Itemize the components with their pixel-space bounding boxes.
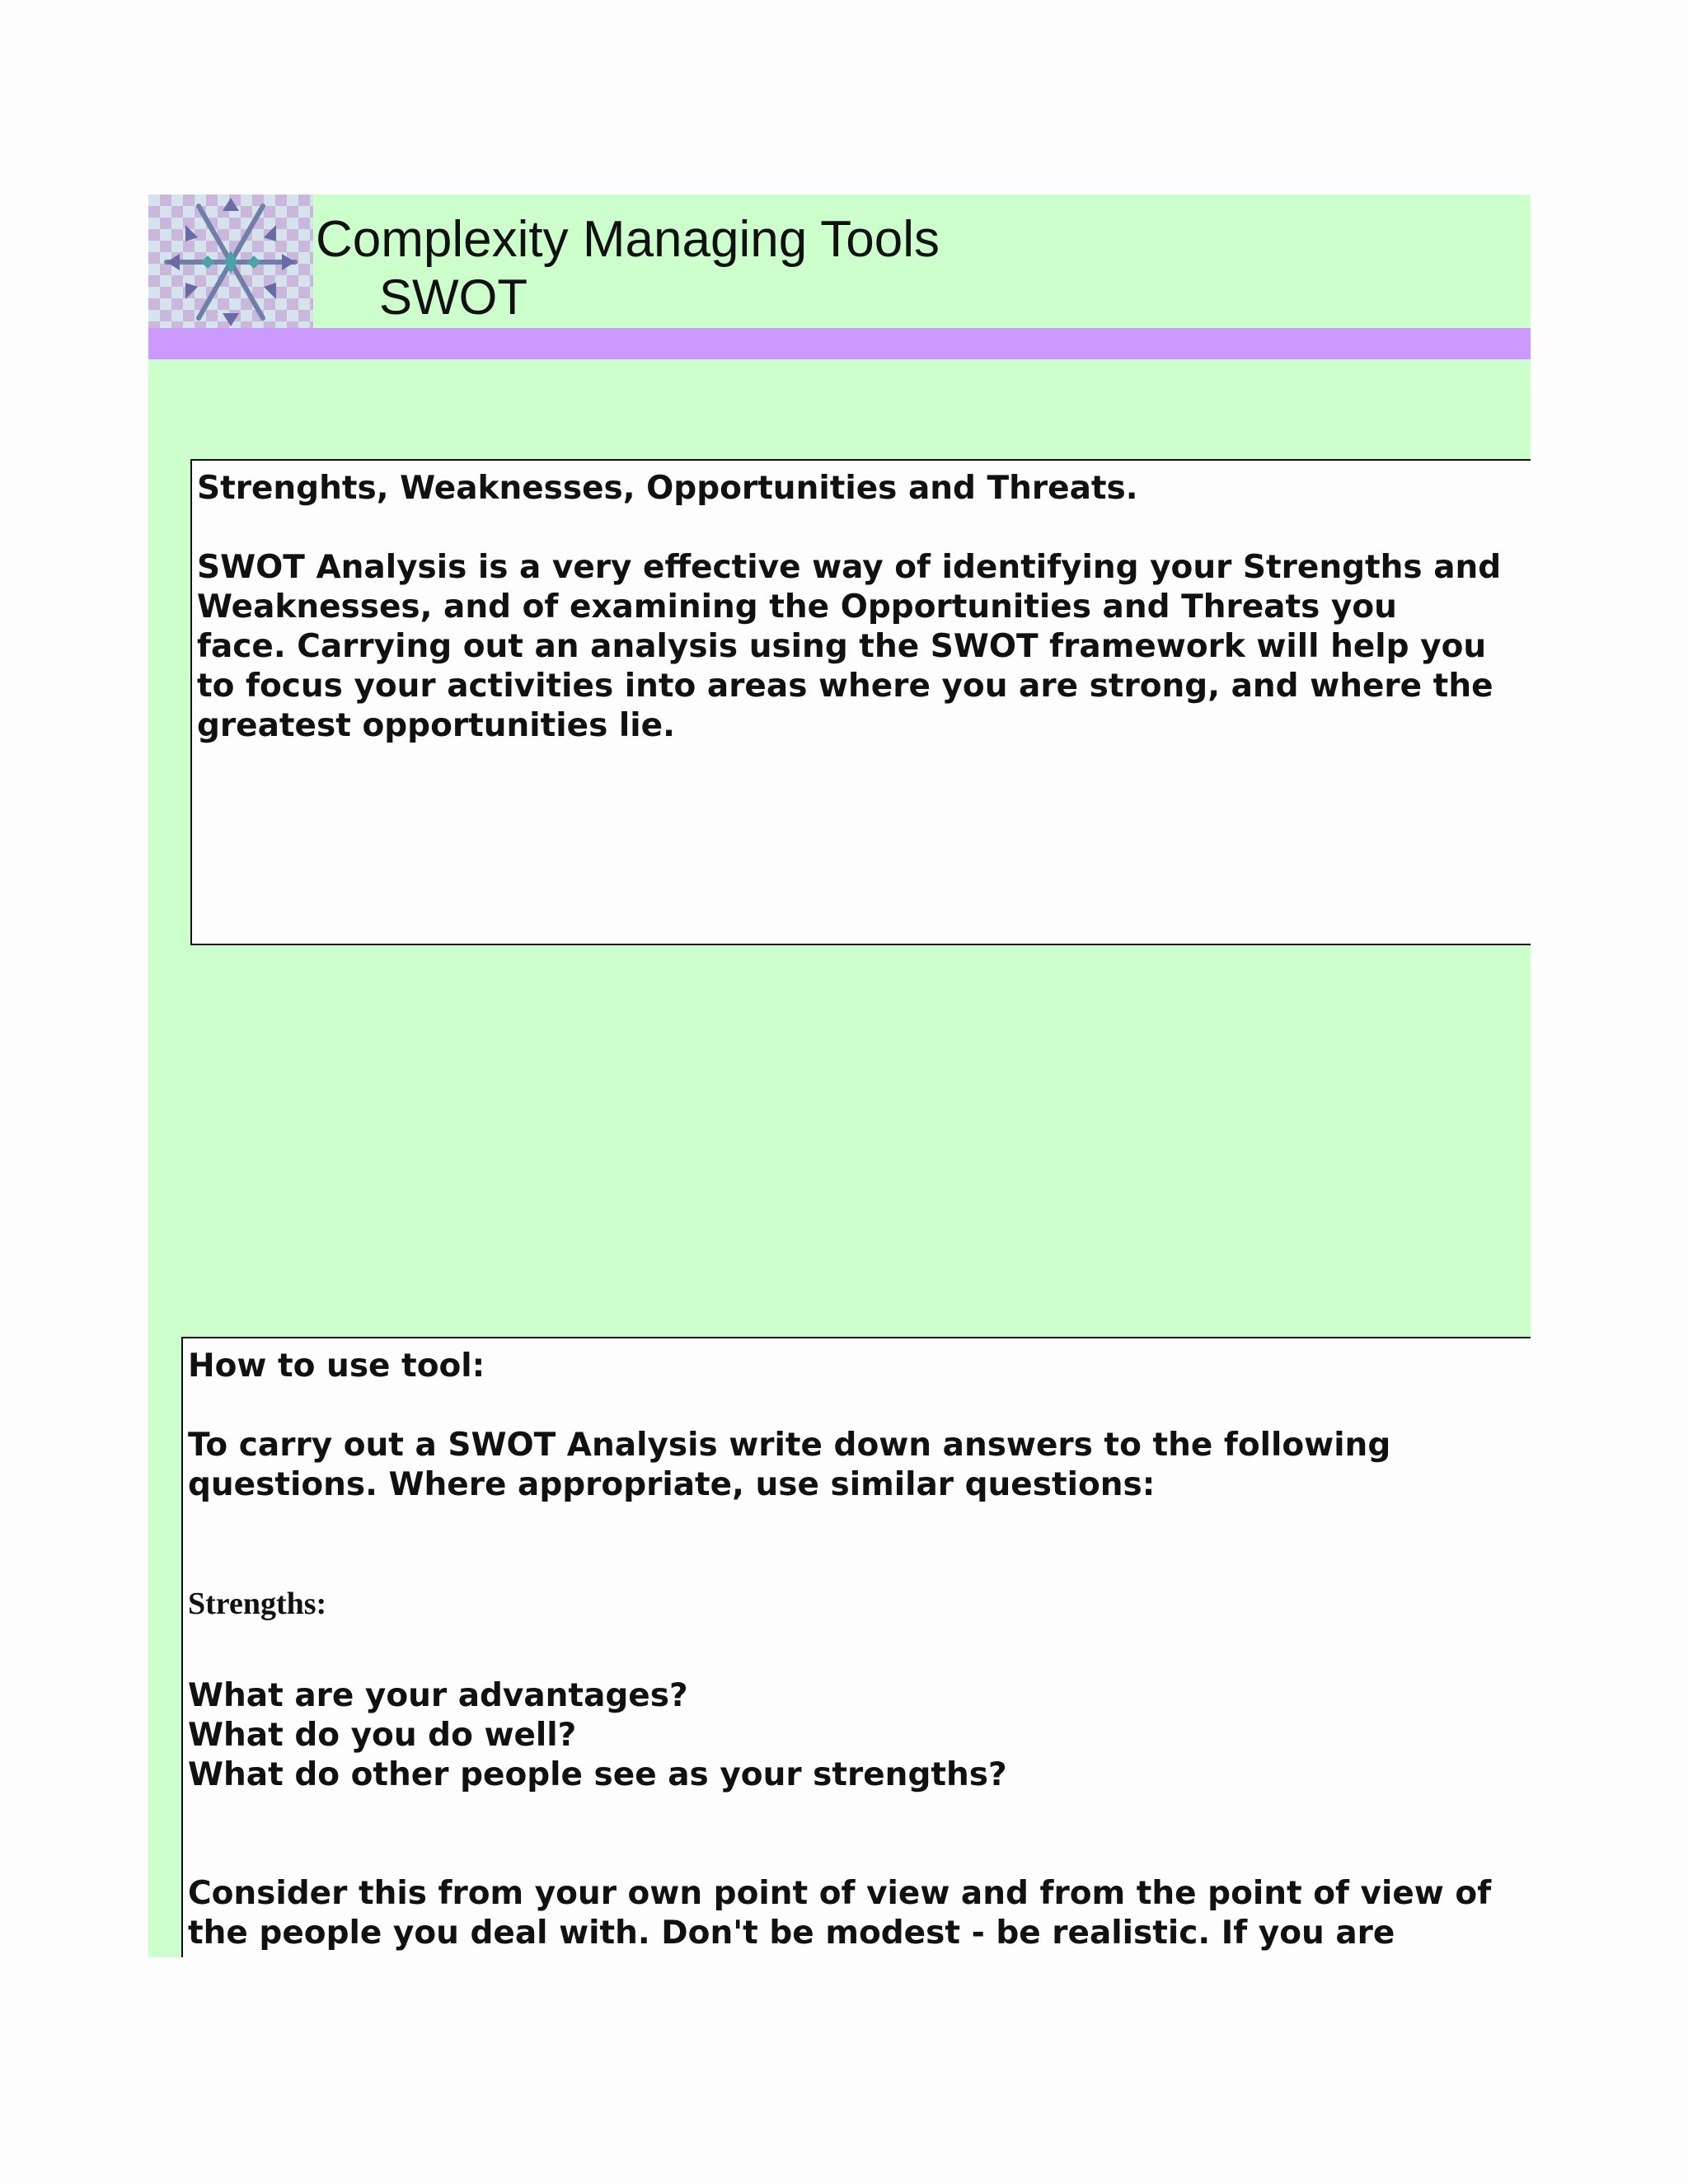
howto-heading: How to use tool: (188, 1347, 485, 1385)
intro-heading: Strenghts, Weaknesses, Opportunities and Threats. (197, 470, 1138, 507)
strengths-questions: What are your advantages? What do you do well? What do other people see as your strengths? (188, 1677, 1007, 1793)
intro-body: SWOT Analysis is a very effective way of identifying your Strengths and Weaknesses, and of examining the Opportunities and Threats you face. Carrying out an analysis using the SWOT framework will help you to focus your activities into areas where you are strong, and where the greatest opportunities lie. (197, 549, 1502, 744)
intro-textbox (190, 459, 1531, 945)
page-title: Complexity Managing Tools (316, 211, 940, 268)
header-divider-band (148, 328, 1531, 359)
howto-textbox (181, 1337, 1531, 1957)
strengths-heading: Strengths: (188, 1586, 327, 1621)
howto-body: To carry out a SWOT Analysis write down answers to the following questions. Where appropriate, use similar questions: (188, 1427, 1391, 1503)
strengths-consider: Consider this from your own point of view and from the point of view of the people you deal with. Don't be modest - be realistic. If you are (188, 1875, 1492, 1952)
snowflake-icon (148, 194, 313, 330)
page-subtitle: SWOT (379, 269, 528, 325)
